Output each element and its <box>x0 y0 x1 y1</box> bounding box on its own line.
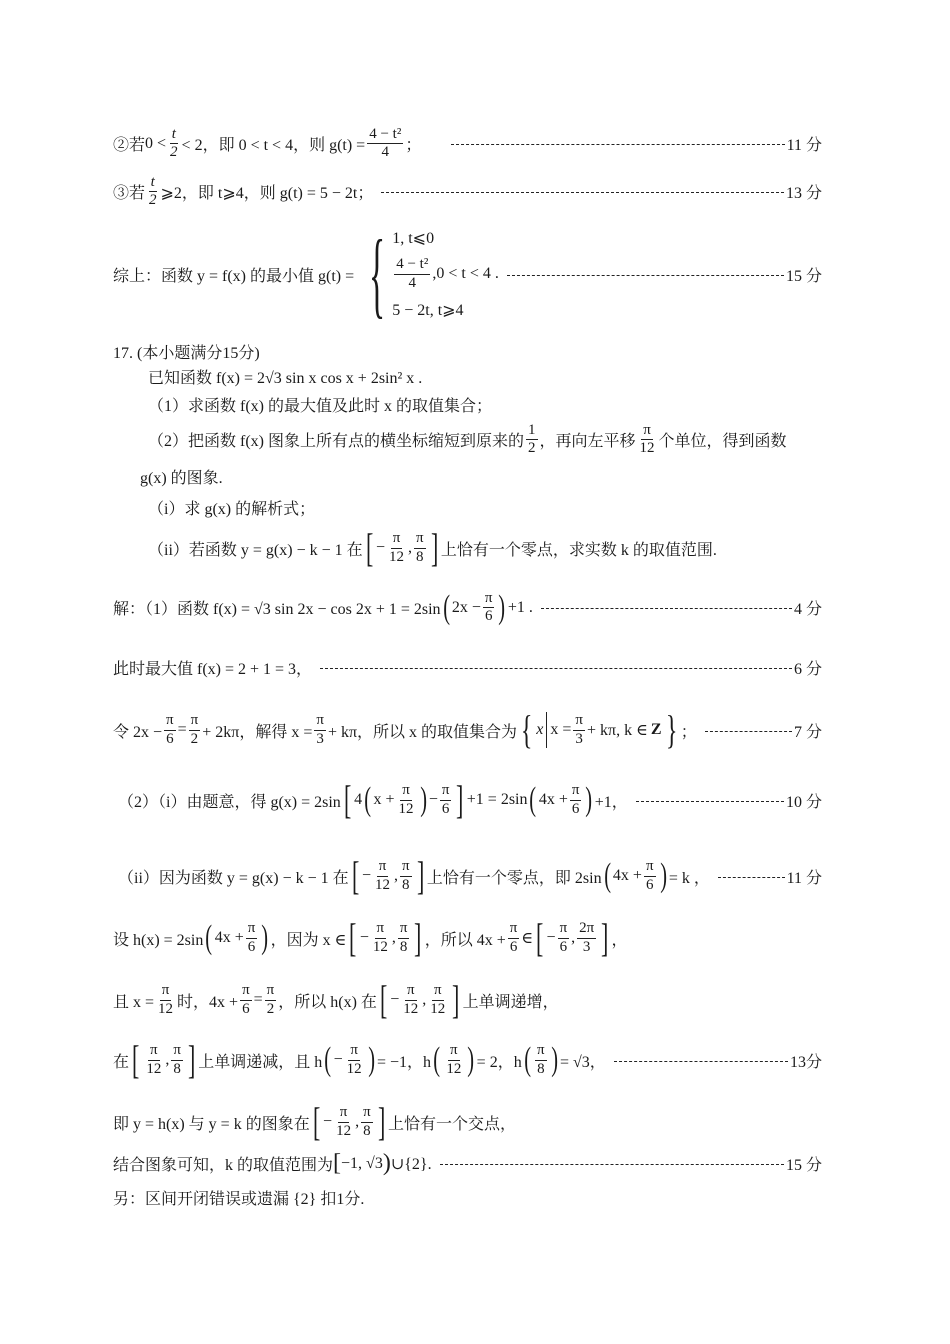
left-bracket: [ <box>333 1150 342 1176</box>
fraction: $\frac{t}{2}$ <box>170 126 178 161</box>
case-2-content <box>113 126 421 162</box>
note-text: 另：区间开闭错误或遗漏 {2} 扣1分. <box>113 1191 365 1208</box>
right-paren: ) <box>585 781 593 818</box>
score-label: 10 分 <box>785 793 822 811</box>
solution-line-8 <box>113 1037 822 1082</box>
left-paren: ( <box>324 1041 332 1078</box>
fraction: $\frac{\pi}{8}$ <box>173 1042 181 1077</box>
score-label: 4 分 <box>793 601 822 619</box>
solution-line-1 <box>113 590 822 626</box>
math-text: ； <box>405 137 422 155</box>
right-bracket: ] <box>456 777 464 822</box>
content: 解：（1）函数 f(x) = √3 sin 2x − cos 2x + 1 = 2sin ( 2x − $\frac{\pi}{6}$ ) +1 . <box>113 588 533 626</box>
left-bracket: [ <box>365 525 373 570</box>
solution-line-5 <box>118 853 822 898</box>
fraction: $\frac{2\pi}{3}$ <box>579 920 595 955</box>
dotted-leader <box>705 731 792 732</box>
left-bracket: [ <box>379 977 388 1022</box>
math-text: 解：（1）函数 f(x) = √3 sin 2x − cos 2x + 1 = 2sin <box>113 601 441 619</box>
left-paren: ( <box>205 919 213 956</box>
fraction: $\frac{\pi}{8}$ <box>363 1104 371 1139</box>
right-paren: ) <box>382 1150 391 1176</box>
fraction: $\frac{\pi}{12}$ <box>374 858 390 893</box>
fraction: $\frac{\pi}{12}$ <box>336 1104 352 1139</box>
case-row: $\frac{\text{4 − t²}}{4}$ ,0 < t < 4 <box>396 256 491 291</box>
left-bracket: [ <box>349 915 357 960</box>
right-bracket: ] <box>452 977 460 1022</box>
left-paren: ( <box>442 588 450 626</box>
fraction: $\frac{\pi}{6}$ <box>166 712 174 747</box>
cases <box>392 228 491 320</box>
fraction: $\frac{\pi}{6}$ <box>242 982 250 1017</box>
math-text: 0 < <box>145 134 167 152</box>
math-text: 综上：函数 y = f(x) 的最小值 g(t) = <box>113 267 355 285</box>
math-text: （2）把函数 f(x) 图象上所有点的横坐标缩短到原来的 <box>148 433 524 451</box>
fraction: $\frac{\pi}{2}$ <box>190 712 199 747</box>
fraction: $\frac{\pi}{6}$ <box>571 782 580 817</box>
left-brace: { <box>520 707 533 752</box>
math-text: ⩾2，即 t⩾4，则 g(t) = 5 − 2t； <box>160 185 374 203</box>
score-label: 13 分 <box>785 185 822 203</box>
fraction: $\frac{\pi}{12}$ <box>372 920 388 955</box>
right-paren: ) <box>261 919 269 956</box>
dotted-leader <box>507 275 784 276</box>
right-bracket: ] <box>601 915 609 960</box>
math-text: 个单位，得到函数 <box>658 433 787 451</box>
fraction: $\frac{\pi}{12}$ <box>403 982 419 1017</box>
fraction: $\frac{\pi}{12}$ <box>398 782 414 817</box>
case-row: 5 − 2t, t⩾4 <box>392 301 464 319</box>
left-bracket: [ <box>312 1099 321 1144</box>
right-brace: } <box>665 707 677 752</box>
content: 结合图象可知，k 的取值范围为 [ −1, √3 ) ∪{2}. <box>113 1150 432 1176</box>
dotted-leader <box>451 144 784 145</box>
fraction: $\frac{\pi}{8}$ <box>415 530 424 565</box>
fraction: $\frac{\pi}{3}$ <box>316 712 324 747</box>
math-text: （ii）若函数 y = g(x) − k − 1 在 <box>148 541 363 559</box>
fraction: $\frac{\pi}{6}$ <box>484 590 493 625</box>
fraction: $\frac{\pi}{12}$ <box>146 1042 162 1077</box>
case-row: 1, t⩽0 <box>392 230 435 248</box>
fraction: $\frac{\pi}{12}$ <box>388 530 404 565</box>
content <box>113 656 312 679</box>
math-text: （i）求 g(x) 的解析式； <box>148 501 316 518</box>
problem-part-1 <box>148 393 822 416</box>
fraction: $\frac{\pi}{6}$ <box>509 920 518 955</box>
right-bracket: ] <box>187 1037 196 1082</box>
heading-text: 17. (本小题满分15分) <box>113 345 260 362</box>
score-label: 13分 <box>789 1053 822 1071</box>
math-text: （1）求函数 f(x) 的最大值及此时 x 的取值集合； <box>148 398 492 415</box>
content: 设 h(x) = 2sin ( 4x + $\frac{\pi}{6}$ ) ，因为 x ∈ [ − $\frac{\pi}{12}$ , $\frac{\pi}{8}$ ] ，所以 4x + $\frac{\pi}{6}$ ∈ [ − $\frac{\pi}{6}$ , $\frac{2\pi}{3}$ ] ， <box>113 915 628 960</box>
left-paren: ( <box>433 1041 441 1078</box>
solution-line-2 <box>113 656 822 679</box>
fraction: $\frac{\pi}{12}$ <box>639 422 655 457</box>
score-label: 15 分 <box>785 267 822 285</box>
right-paren: ) <box>550 1041 558 1078</box>
case-label: ②若 <box>113 137 146 155</box>
content: 且 x = $\frac{\pi}{12}$ 时，4x + $\frac{\pi}{6}$ = $\frac{\pi}{2}$ ，所以 h(x) 在 [ − $\frac{\pi}{12}$ , $\frac{\pi}{12}$ ] 上单调递增， <box>113 977 559 1022</box>
math-text: 上恰有一个零点，求实数 k 的取值范围. <box>440 541 717 559</box>
problem-part-2-i <box>148 496 822 519</box>
fraction: $\frac{\pi}{12}$ <box>158 982 174 1017</box>
problem-heading <box>113 340 822 363</box>
fraction: $\frac{\pi}{3}$ <box>575 712 583 747</box>
content: （2）（i）由题意，得 g(x) = 2sin [ 4 ( x + $\frac{\pi}{12}$ ) − $\frac{\pi}{6}$ ] +1 = 2sin ( 4x + $\frac{\pi}{6}$ ) +1， <box>118 777 628 822</box>
solution-line-10 <box>113 1150 822 1177</box>
score-label: 15 分 <box>785 1157 822 1174</box>
case-3-content <box>113 174 373 210</box>
dotted-leader <box>440 1164 784 1165</box>
dotted-leader <box>636 801 784 802</box>
right-paren: ) <box>419 781 427 818</box>
left-paren: ( <box>603 857 611 894</box>
dotted-leader <box>614 1061 788 1062</box>
score-label: 6 分 <box>793 661 822 678</box>
left-bracket: [ <box>351 853 359 898</box>
score-label: 11 分 <box>786 137 822 155</box>
right-bracket: ] <box>377 1099 385 1144</box>
right-paren: ) <box>498 588 506 626</box>
problem-part-2 <box>148 422 822 458</box>
fraction: $\frac{\pi}{8}$ <box>399 920 408 955</box>
solution-line-4 <box>118 777 822 822</box>
summary-content <box>113 220 499 327</box>
left-bracket: [ <box>536 915 544 960</box>
content: 令 2x − $\frac{\pi}{6}$ = $\frac{\pi}{2}$ + 2kπ，解得 x = $\frac{\pi}{3}$ + kπ，所以 x 的取值集合为 { x x = $\frac{\pi}{3}$ + kπ, k ∈ Z } ； <box>113 707 697 752</box>
problem-given <box>148 365 822 388</box>
fraction: $\frac{\pi}{12}$ <box>430 982 446 1017</box>
fraction: $\frac{\pi}{6}$ <box>645 858 654 893</box>
problem-part-2-cont <box>140 465 822 488</box>
right-bracket: ] <box>416 853 424 898</box>
math-text: ，再向左平移 <box>539 433 636 451</box>
case-label: ③若 <box>113 185 146 203</box>
fraction: $\frac{\pi}{6}$ <box>247 920 256 955</box>
right-paren: ) <box>467 1041 475 1078</box>
right-bracket: ] <box>414 915 422 960</box>
dotted-leader <box>381 192 784 193</box>
left-bracket: [ <box>132 1037 140 1082</box>
fraction: $\frac{\text{4 − t²}}{4}$ <box>396 256 429 291</box>
left-paren: ( <box>364 781 372 818</box>
summary-line <box>113 220 822 327</box>
content: 即 y = h(x) 与 y = k 的图象在 [ − $\frac{\pi}{12}$ , $\frac{\pi}{8}$ ] 上恰有一个交点， <box>113 1099 516 1144</box>
fraction: $\frac{\pi}{6}$ <box>559 920 568 955</box>
right-paren: ) <box>367 1041 375 1078</box>
math-text: g(x) 的图象. <box>140 470 223 487</box>
case-2-line <box>113 126 822 162</box>
fraction: $\frac{\pi}{6}$ <box>441 782 450 817</box>
solution-line-7 <box>113 977 822 1022</box>
left-bracket: [ <box>343 777 352 822</box>
dotted-leader <box>541 608 792 609</box>
fraction: $\frac{\pi}{8}$ <box>537 1042 545 1077</box>
solution-line-6 <box>113 915 822 960</box>
fraction: $\frac{\pi}{2}$ <box>266 982 275 1017</box>
math-text: 已知函数 f(x) = 2√3 sin x cos x + 2sin² x . <box>148 370 423 387</box>
content: （ii）因为函数 y = g(x) − k − 1 在 [ − $\frac{\pi}{12}$ , $\frac{\pi}{8}$ ] 上恰有一个零点，即 2sin ( 4x + $\frac{\pi}{6}$ ) = k ， <box>118 853 710 898</box>
left-brace: { <box>369 220 386 327</box>
content: 在 [ $\frac{\pi}{12}$ , $\frac{\pi}{8}$ ] 上单调递减，且 h ( − $\frac{\pi}{12}$ ) = −1，h ( $\frac{\pi}{12}$ ) = 2，h ( $\frac{\pi}{8}$ ) = √3， <box>113 1037 606 1082</box>
set-separator <box>546 712 547 748</box>
math-text: . <box>494 265 499 282</box>
right-paren: ) <box>659 857 667 894</box>
score-label: 11 分 <box>786 869 822 887</box>
case-3-line <box>113 174 822 210</box>
problem-part-2-ii: （ii）若函数 y = g(x) − k − 1 在 [ − $\frac{\pi}{12}$ , $\frac{\pi}{8}$ ] 上恰有一个零点，求实数 k 的取值范围. <box>148 525 717 570</box>
piecewise-function <box>354 220 491 327</box>
fraction: $\frac{\pi}{8}$ <box>401 858 410 893</box>
solution-line-3 <box>113 707 822 752</box>
fraction: $\frac{t}{2}$ <box>149 174 157 209</box>
math-text: 此时最大值 f(x) = 2 + 1 = 3， <box>113 661 313 678</box>
fraction: $\frac{\pi}{12}$ <box>446 1042 462 1077</box>
fraction: $\frac{1}{2}$ <box>528 422 536 457</box>
math-text: < 2，即 0 < t < 4，则 g(t) = <box>181 137 366 155</box>
fraction: $\frac{\pi}{12}$ <box>346 1042 362 1077</box>
left-paren: ( <box>529 781 537 818</box>
solution-line-9 <box>113 1099 822 1144</box>
solution-note <box>113 1186 822 1209</box>
dotted-leader <box>320 668 792 669</box>
right-bracket: ] <box>430 525 438 570</box>
score-label: 7 分 <box>793 723 822 741</box>
fraction: $\frac{\text{4 − t²}}{4}$ <box>369 126 402 161</box>
left-paren: ( <box>523 1041 531 1078</box>
dotted-leader <box>718 877 785 878</box>
